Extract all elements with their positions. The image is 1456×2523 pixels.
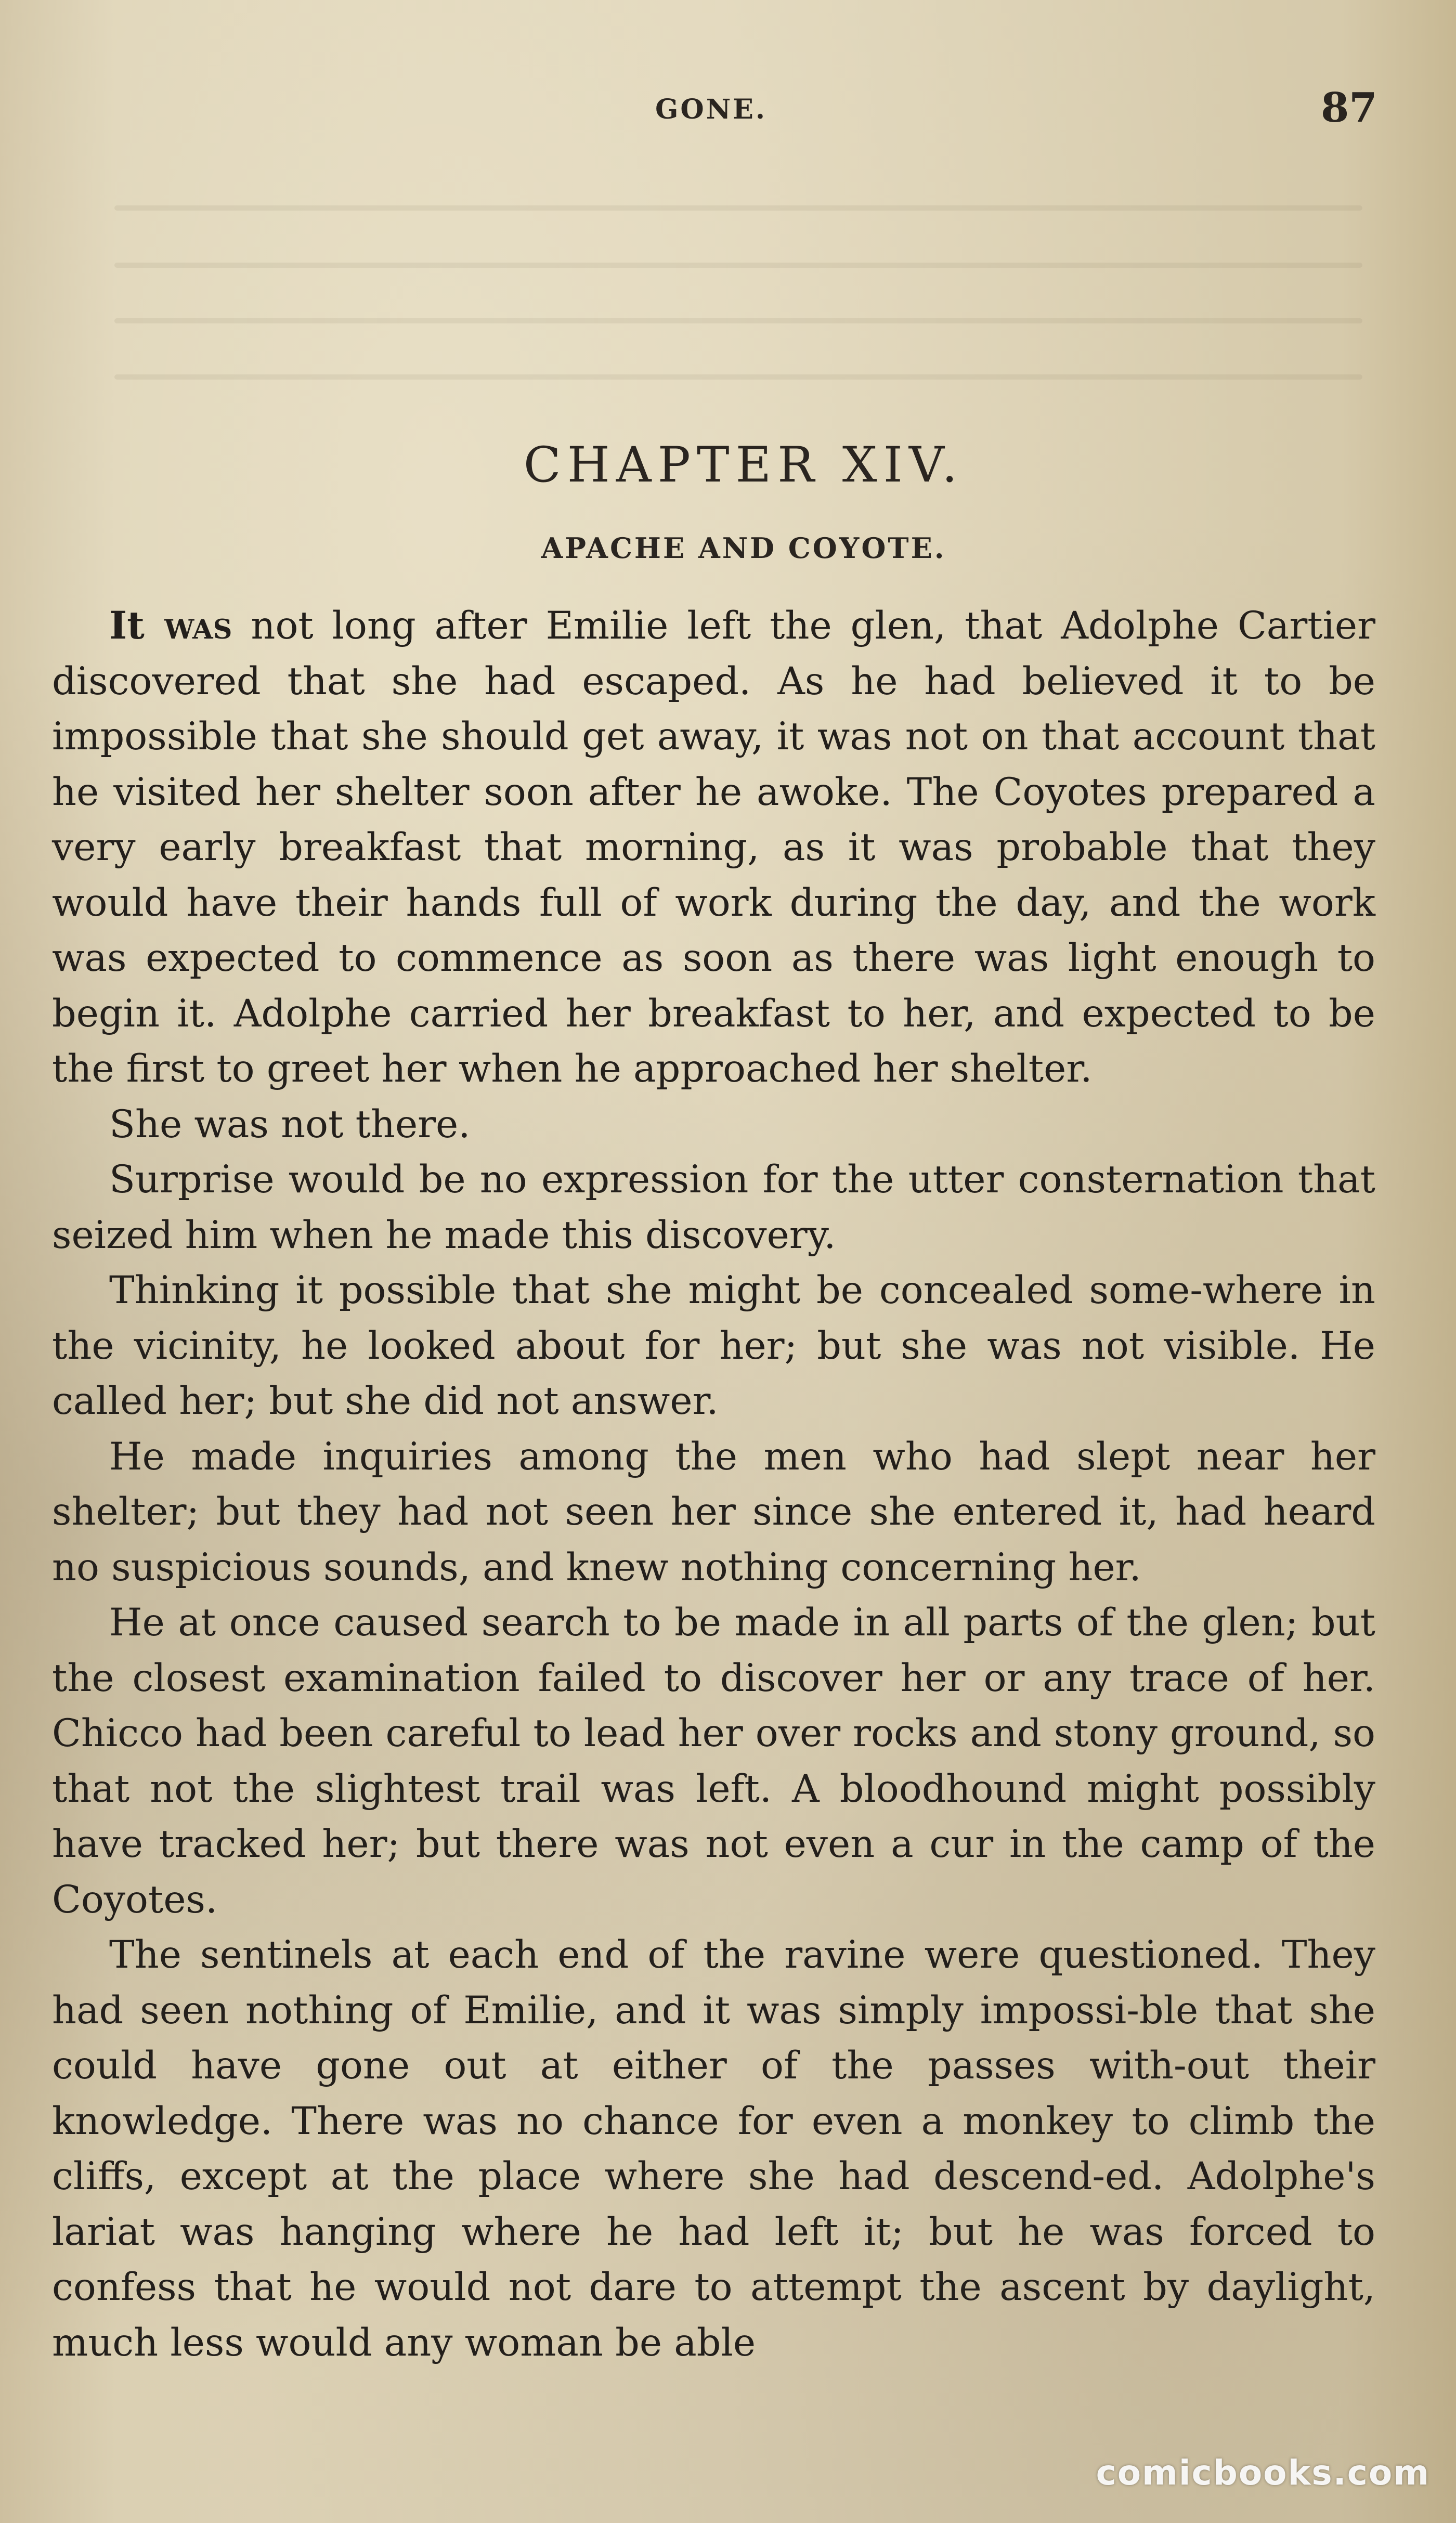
opening-word: It (109, 603, 145, 648)
bleed-through-line (114, 374, 1362, 380)
paragraph: Thinking it possible that she might be concealed some-where in the vicinity, he looked about for her; but she was not visible. He called her; but she did not answer. (52, 1268, 1375, 1423)
paragraph: The sentinels at each end of the ravine were questioned. They had seen nothing of Emilie, and it was simply impossi-ble that she could have gone out at either of the passes with-out their knowledge. There was no chance for even a monkey to climb the cliffs, except at the place where she had descend-ed. Adolphe's lariat was hanging where he had left it; but he was forced to confess that he would not dare to attempt the ascent by daylight, much less would any woman be able (52, 1933, 1375, 2365)
bleed-through-line (114, 205, 1362, 211)
paragraph (52, 598, 1375, 1097)
bleed-through-line (114, 263, 1362, 268)
paragraph-text: not long after Emilie left the glen, that Adolphe Cartier discovered that she had escaped. As he had believed it to be impossible that she should get away, it was not on that account that he visited her shelter soon after he awoke. The Coyotes prepared a very early breakfast that morning, as it was probable that they would have their hands full of work during the day, and the work was expected to commence as soon as there was light enough to begin it. Adolphe carried her breakfast to her, and expected to be the first to greet her when he approached her shelter. (52, 604, 1376, 1091)
paragraph: He made inquiries among the men who had slept near her shelter; but they had not seen her since she entered it, had heard no suspicious sounds, and knew nothing concerning her. (52, 1434, 1375, 1590)
opening-words: was (144, 603, 232, 648)
page-number: 87 (1321, 84, 1377, 132)
chapter-body (52, 598, 1375, 2371)
watermark: comicbooks.com (1096, 2453, 1430, 2493)
running-head: GONE. (655, 94, 767, 125)
bleed-through-line (114, 318, 1362, 323)
paragraph: He at once caused search to be made in all parts of the glen; but the closest examination failed to discover her or any trace of her. Chicco had been careful to lead her over rocks and stony ground, so that not the slightest trail was left. A bloodhound might possibly have tracked her; but there was not even a cur in the camp of the Coyotes. (52, 1601, 1375, 1922)
paragraph: Surprise would be no expression for the utter consternation that seized him when he made this discovery. (52, 1158, 1375, 1257)
chapter-subtitle: APACHE AND COYOTE. (541, 531, 946, 565)
paragraph: She was not there. (109, 1102, 471, 1147)
chapter-title: CHAPTER XIV. (523, 437, 964, 493)
